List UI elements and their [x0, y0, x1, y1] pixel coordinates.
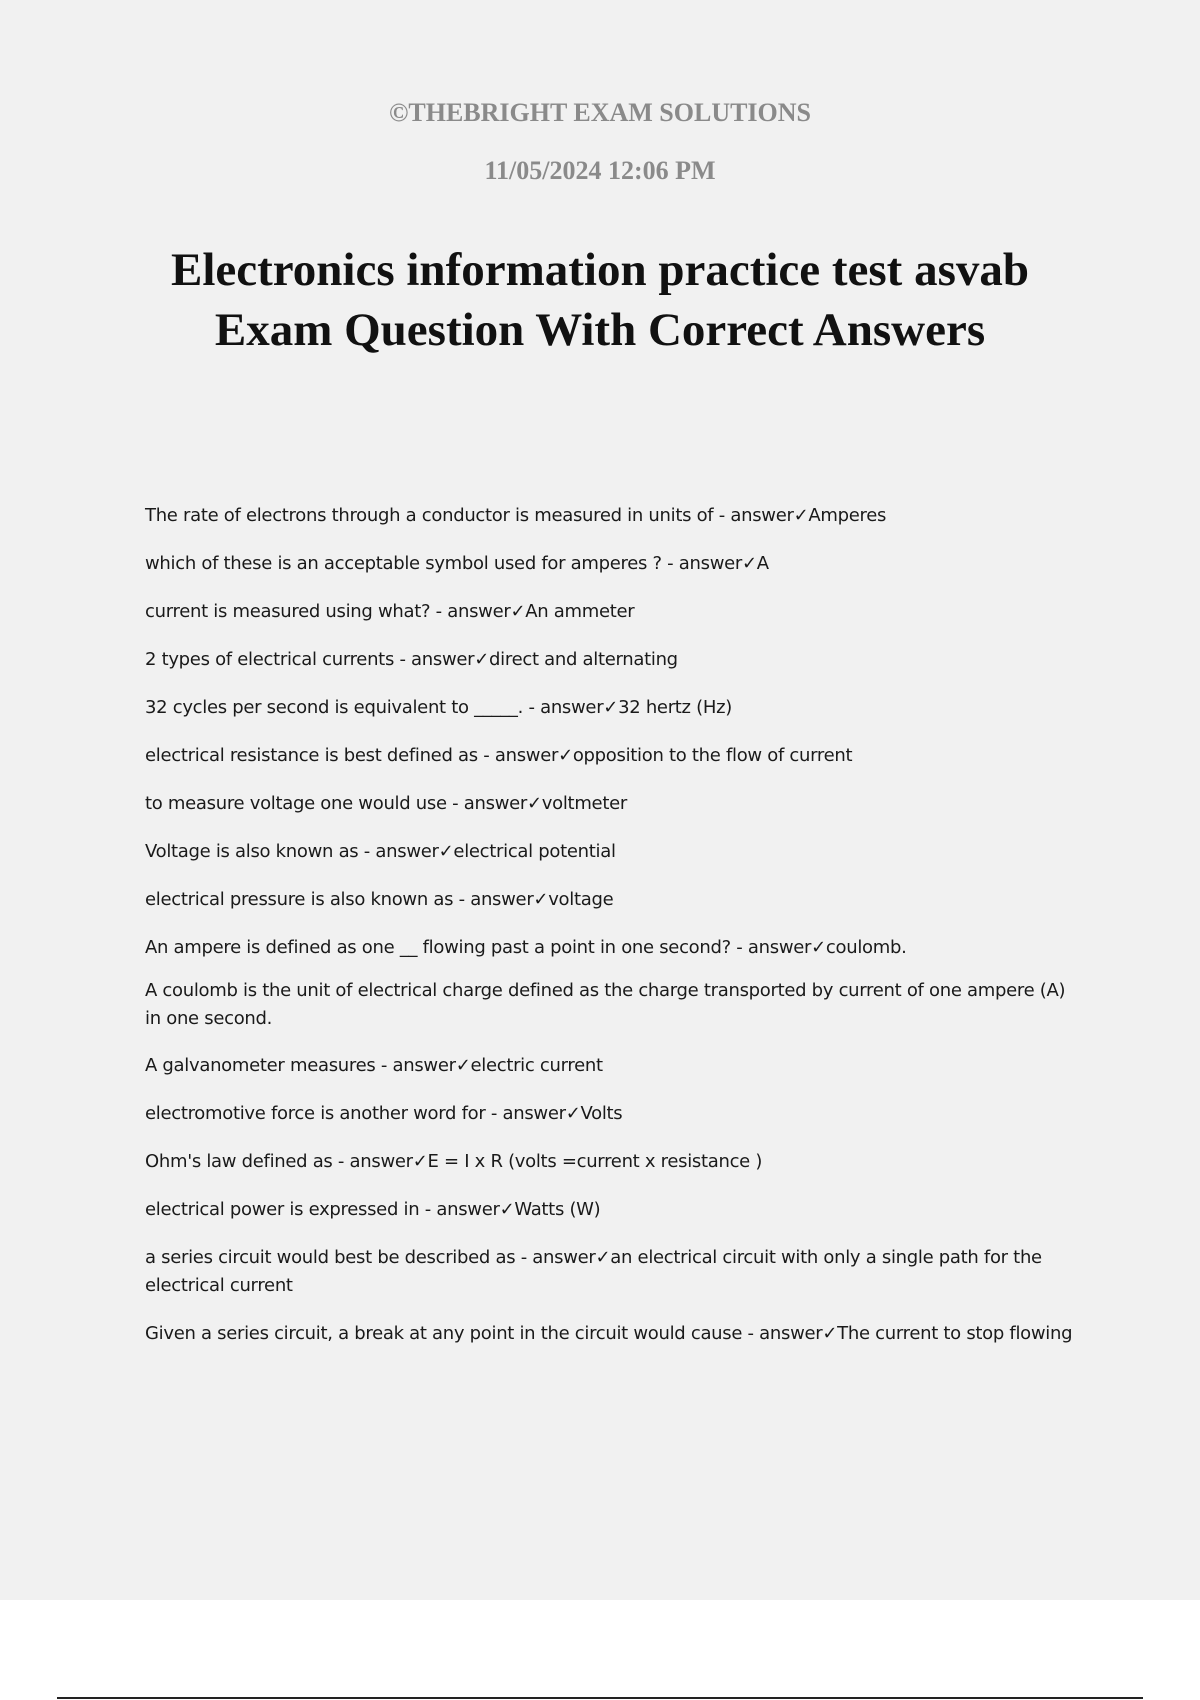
qa-item: Ohm's law defined as - answer✓E = I x R (volts =current x resistance ) [145, 1151, 763, 1172]
qa-item: electromotive force is another word for - answer✓Volts [145, 1103, 623, 1124]
qa-item: An ampere is defined as one __ flowing past a point in one second? - answer✓coulomb. [145, 937, 907, 958]
qa-item: 32 cycles per second is equivalent to _____. - answer✓32 hertz (Hz) [145, 697, 732, 718]
qa-item: The rate of electrons through a conductor is measured in units of - answer✓Amperes [145, 505, 887, 526]
copyright-header: ©THEBRIGHT EXAM SOLUTIONS [388, 98, 812, 127]
document-title [0, 240, 1200, 360]
qa-item: which of these is an acceptable symbol used for amperes ? - answer✓A [145, 553, 769, 574]
footer-divider [57, 1697, 1143, 1699]
qa-list [145, 502, 1075, 1368]
title-line-2: Exam Question With Correct Answers [214, 304, 986, 356]
qa-item: electrical power is expressed in - answer✓Watts (W) [145, 1199, 601, 1220]
qa-item: current is measured using what? - answer✓An ammeter [145, 601, 635, 622]
qa-item: a series circuit would best be described as - answer✓an electrical circuit with only a single path for the electrical current [145, 1247, 1042, 1296]
qa-item: Given a series circuit, a break at any point in the circuit would cause - answer✓The current to stop flowing [145, 1323, 1073, 1344]
qa-item: electrical resistance is best defined as - answer✓opposition to the flow of current [145, 745, 853, 766]
timestamp-header: 11/05/2024 12:06 PM [484, 156, 716, 185]
qa-item: Voltage is also known as - answer✓electrical potential [145, 841, 616, 862]
qa-item: to measure voltage one would use - answer✓voltmeter [145, 793, 627, 814]
qa-item: A galvanometer measures - answer✓electric current [145, 1055, 603, 1076]
title-line-1: Electronics information practice test asvab [170, 244, 1030, 296]
qa-item: A coulomb is the unit of electrical charge defined as the charge transported by current of one ampere (A) in one second. [145, 980, 1066, 1029]
qa-item: electrical pressure is also known as - answer✓voltage [145, 889, 614, 910]
qa-item: 2 types of electrical currents - answer✓direct and alternating [145, 649, 678, 670]
